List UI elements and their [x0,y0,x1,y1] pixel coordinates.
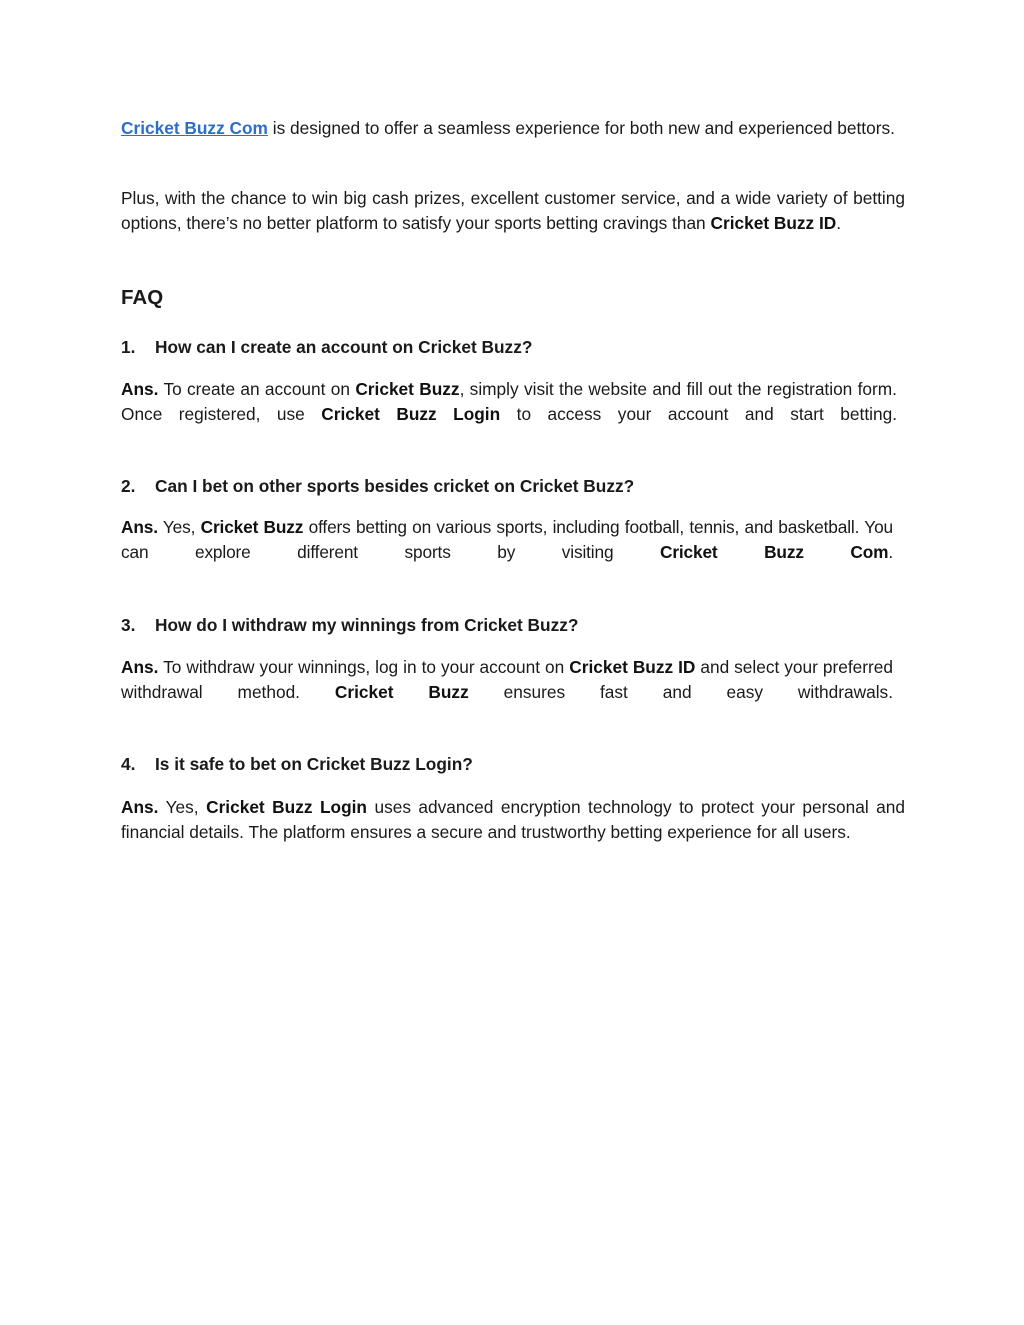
answer-bold: Cricket Buzz Login [321,403,501,424]
answer-bold: Cricket Buzz ID [569,657,696,677]
answer-bold: Cricket Buzz [355,379,460,399]
faq-question-2 [121,474,905,498]
faq-answer-3: Ans. To withdraw your winnings, log in to your account on Cricket Buzz ID and select your preferred withdrawal method. Cricket Buzz ensures fast and easy withdrawals. [121,657,893,702]
faq-question-4 [121,752,905,776]
platform-paragraph [121,186,905,235]
question-text: Can I bet on other sports besides cricket on Cricket Buzz? [155,476,635,496]
intro-text: is designed to offer a seamless experience for both new and experienced bettors. [267,118,895,138]
faq-answer-1: Ans. To create an account on Cricket Buzz, simply visit the website and fill out the registration form. Once registered, use Cricket Buzz Login to access your account and start betting. [121,379,897,424]
intro-paragraph [121,116,905,141]
answer-label: Ans. [121,797,159,817]
faq-heading: FAQ [121,286,164,309]
question-number: 4. [121,754,136,774]
answer-label: Ans. [121,379,159,399]
answer-label: Ans. [121,517,158,537]
question-text: How can I create an account on Cricket Buzz? [155,337,533,357]
platform-text: Plus, with the chance to win big cash prizes, excellent customer service, and a wide variety of betting options, there’s no better platform to satisfy your sports betting cravings than [121,188,905,233]
question-number: 1. [121,337,136,357]
faq-question-1 [121,335,905,359]
question-number: 3. [121,615,136,635]
answer-label: Ans. [121,657,159,677]
cricket-buzz-com-link[interactable]: Cricket Buzz Com [121,118,268,138]
question-text: Is it safe to bet on Cricket Buzz Login? [155,754,473,774]
answer-bold: Cricket Buzz Com [659,541,889,562]
faq-answer-4: Ans. Yes, Cricket Buzz Login uses advanced encryption technology to protect your personal and financial details. The platform ensures a secure and trustworthy betting experience for all users. [121,797,905,842]
question-text: How do I withdraw my winnings from Cricket Buzz? [155,615,579,635]
answer-bold: Cricket Buzz Login [206,797,367,817]
question-number: 2. [121,476,136,496]
answer-bold: Cricket Buzz [334,681,469,702]
faq-question-3 [121,613,905,637]
faq-answer-2: Ans. Yes, Cricket Buzz offers betting on various sports, including football, tennis, and basketball. You can explore different sports by visiting Cricket Buzz Com. [121,517,893,562]
platform-bold: Cricket Buzz ID [710,212,837,233]
platform-end: . [836,212,842,233]
answer-bold: Cricket Buzz [200,517,304,537]
